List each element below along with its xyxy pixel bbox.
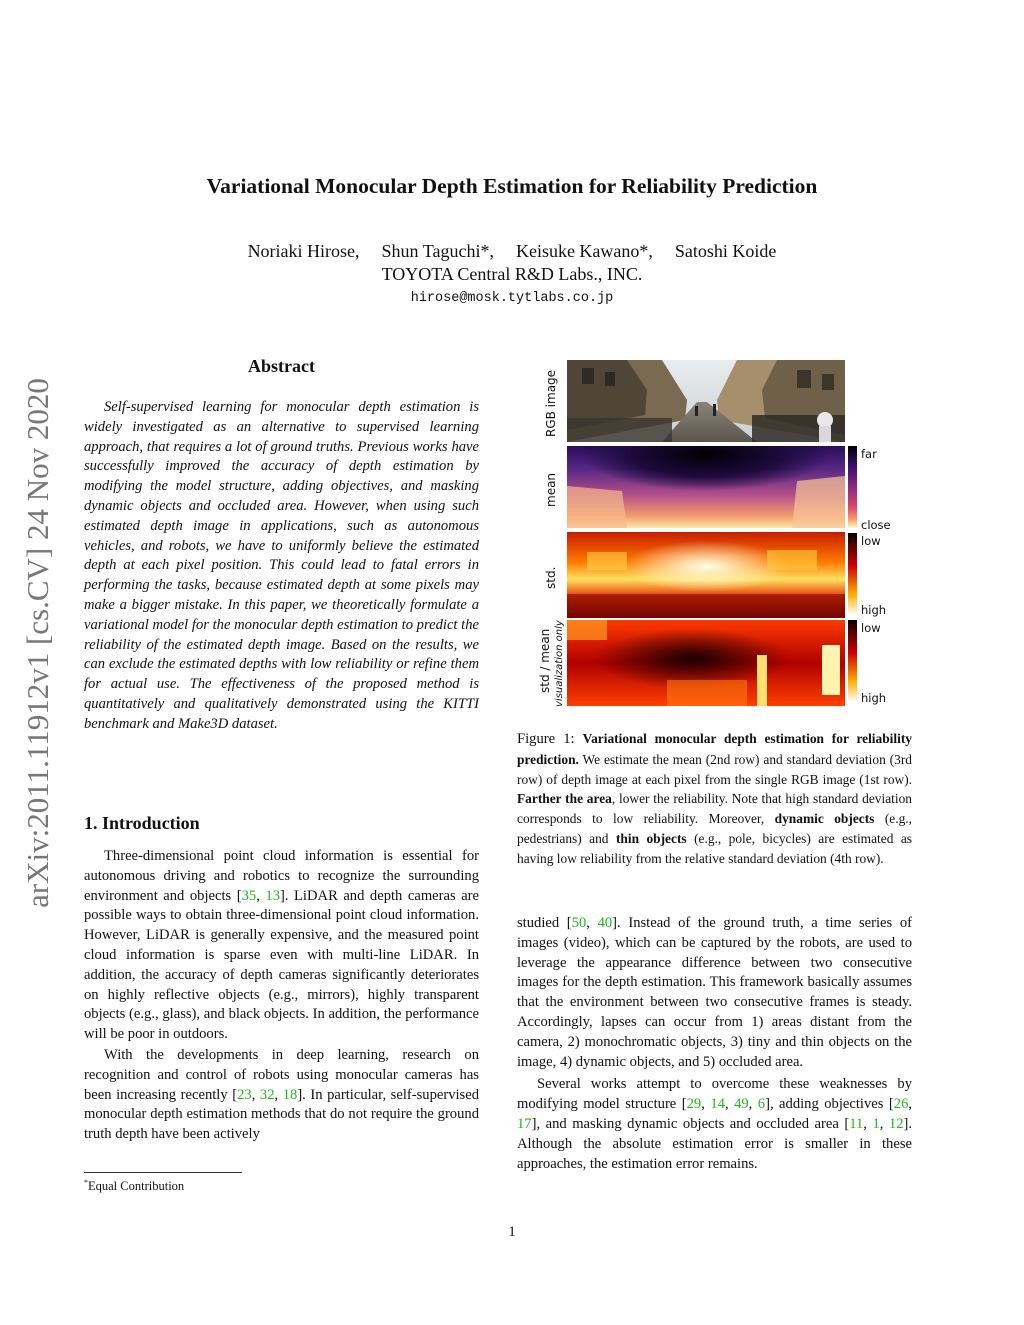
- page-number: 1: [508, 1224, 516, 1240]
- citation-link[interactable]: 17: [517, 1115, 532, 1132]
- section-heading-introduction: 1. Introduction: [84, 813, 200, 833]
- row-label-std: std.: [544, 566, 558, 589]
- caption-bold: dynamic objects: [774, 811, 875, 827]
- colorbar-ratio-top: low: [861, 621, 881, 635]
- citation-link[interactable]: 12: [888, 1115, 904, 1132]
- caption-bold: Variational monocular depth estimation for reliability prediction.: [517, 731, 912, 767]
- text-run: ,: [256, 887, 266, 904]
- author-email[interactable]: hirose@mosk.tytlabs.co.jp: [410, 291, 614, 306]
- colorbar-std: [848, 533, 857, 615]
- rgb-street-image: [567, 360, 845, 442]
- author-block: [0, 240, 1024, 286]
- row-label-ratio-note: visualization only: [554, 620, 565, 707]
- citation-link[interactable]: 1: [872, 1115, 880, 1132]
- text-run: ]. Although the absolute estimation error is smaller in these approaches, the estimation error remains.: [517, 1115, 913, 1172]
- citation-link[interactable]: 11: [849, 1115, 864, 1132]
- author-2: Shun Taguchi*,: [381, 241, 494, 261]
- citation-link[interactable]: 40: [597, 915, 613, 931]
- citation-link[interactable]: 29: [686, 1096, 702, 1113]
- text-run: studied [: [517, 915, 572, 931]
- figure-1-caption: [517, 729, 912, 869]
- citation-link[interactable]: 32: [259, 1086, 275, 1103]
- row-label-rgb: RGB image: [544, 369, 558, 437]
- intro-paragraph-1: [84, 847, 479, 1045]
- citation-link[interactable]: 49: [734, 1096, 749, 1113]
- text-run: ,: [724, 1096, 735, 1113]
- author-3: Keisuke Kawano*,: [515, 241, 653, 261]
- text-run: (e.g., pole, bicycles) are estimated as having low reliability from the relative standard deviation (4th row).: [517, 830, 912, 866]
- colorbar-std-bottom: high: [861, 603, 887, 617]
- text-run: ,: [701, 1096, 711, 1113]
- std-depth-map: [567, 532, 845, 618]
- text-run: ,: [274, 1086, 283, 1103]
- caption-label: Figure 1:: [517, 731, 583, 747]
- text-run: ], and masking dynamic objects and occluded area [: [531, 1115, 850, 1132]
- text-run: ]. LiDAR and depth cameras are possible ways to obtain three-dimensional point cloud information. However, LiDAR is generally expensive, and the measured point cloud information is sparse even with multi-line LiDAR. In addition, the accuracy of depth cameras significantly deteriorates on highly reflective objects (e.g., mirrors), highly transparent objects (e.g., glass), and black objects. In addition, the performance will be poor in outdoors.: [84, 887, 480, 1043]
- arxiv-stamp: [18, 348, 58, 938]
- relative-std-map: [567, 620, 845, 706]
- text-run: ,: [863, 1115, 873, 1132]
- text-run: ,: [251, 1086, 260, 1103]
- footnote-text: Equal Contribution: [88, 1179, 185, 1194]
- right-column: [517, 914, 912, 1174]
- text-run: ,: [879, 1115, 889, 1132]
- text-run: ,: [908, 1096, 913, 1113]
- author-4: Satoshi Koide: [674, 241, 777, 261]
- text-run: We estimate the mean (2nd row) and standard deviation (3rd row) of depth image at each pixel from the single RGB image (1st row).: [517, 751, 912, 787]
- text-run: With the developments in deep learning, research on recognition and control of robots using monocular cameras has been increasing recently [: [84, 1046, 479, 1103]
- text-run: ], adding objectives [: [765, 1096, 894, 1113]
- row-label-mean: mean: [544, 472, 558, 507]
- citation-link[interactable]: 18: [282, 1086, 298, 1103]
- colorbar-ratio: [848, 620, 857, 702]
- citation-link[interactable]: 23: [237, 1086, 252, 1103]
- abstract-text: Self-supervised learning for monocular depth estimation is widely investigated as an alternative to supervised learning approach, that requires a lot of ground truths. Previous works have successfully improved the accuracy of depth estimation by modifying the model structure, adding objectives, and masking dynamic objects and occluded area. However, when using such estimated depth image in applications, such as autonomous vehicles, and robots, we have to uniformly believe the estimated depth at each pixel position. This could lead to fatal errors in performing the tasks, because estimated depth at some pixels may make a bigger mistake. In this paper, we theoretically formulate a variational model for the monocular depth estimation to predict the reliability of the estimated depth image. Based on the results, we can exclude the estimated depths with low reliability or refine them for actual use. The effectiveness of the proposed method is quantitatively and qualitatively demonstrated using the KITTI benchmark and Make3D dataset.: [84, 399, 479, 732]
- citation-link[interactable]: 26: [893, 1096, 909, 1113]
- caption-bold: Farther the area: [517, 791, 612, 807]
- text-run: ,: [748, 1096, 758, 1113]
- footnote-rule: [84, 1172, 242, 1173]
- colorbar-mean: [848, 446, 857, 528]
- affiliation: TOYOTA Central R&D Labs., INC.: [381, 264, 643, 284]
- text-run: , lower the reliability. Note that high standard deviation corresponds to low reliability. Moreover,: [517, 791, 913, 827]
- colorbar-ratio-bottom: high: [861, 691, 887, 705]
- author-1: Noriaki Hirose,: [247, 241, 360, 261]
- arxiv-id: arXiv:2011.11912v1 [cs.CV] 24 Nov 2020: [20, 378, 55, 908]
- text-run: ]. In particular, self-supervised monocular depth estimation methods that do not require the ground truth depth have been actively: [84, 1086, 480, 1143]
- text-run: ]. Instead of the ground truth, a time series of images (video), which can be captured by the robots, are used to leverage the appearance difference between two consecutive images for the depth estimation. This framework basically assumes that the environment between two consecutive frames is steady. Accordingly, lapses can occur from 1) areas distant from the camera, 2) monochromatic objects, 3) tiny and thin objects on the image, 4) dynamic objects, and 5) occluded area.: [517, 915, 913, 1070]
- colorbar-mean-bottom: close: [861, 518, 891, 532]
- text-run: Several works attempt to overcome these weaknesses by modifying model structure [: [517, 1076, 912, 1113]
- citation-link[interactable]: 35: [241, 887, 257, 904]
- citation-link[interactable]: 6: [757, 1096, 766, 1113]
- colorbar-std-top: low: [861, 534, 881, 548]
- citation-link[interactable]: 50: [571, 915, 587, 931]
- abstract-heading: Abstract: [248, 356, 315, 376]
- row-label-ratio: std / mean: [538, 628, 552, 693]
- citation-link[interactable]: 14: [710, 1096, 725, 1113]
- right-paragraph-1: [517, 914, 912, 1072]
- footnote-mark: *: [84, 1178, 88, 1187]
- intro-paragraph-2: [84, 1046, 479, 1145]
- intro-left-column: [84, 847, 479, 1145]
- paper-title: Variational Monocular Depth Estimation for Reliability Prediction: [206, 174, 818, 198]
- caption-bold: thin objects: [615, 830, 687, 846]
- right-paragraph-2: [517, 1075, 912, 1174]
- text-run: Three-dimensional point cloud information is essential for autonomous driving and robotics to recognize the surrounding environment and objects [: [84, 848, 479, 904]
- text-run: ,: [586, 915, 598, 931]
- abstract-body: [84, 398, 479, 735]
- colorbar-mean-top: far: [861, 447, 877, 461]
- citation-link[interactable]: 13: [265, 887, 280, 904]
- text-run: (e.g., pedestrians) and: [517, 811, 912, 846]
- mean-depth-map: [567, 446, 845, 528]
- footnote: [84, 1178, 184, 1194]
